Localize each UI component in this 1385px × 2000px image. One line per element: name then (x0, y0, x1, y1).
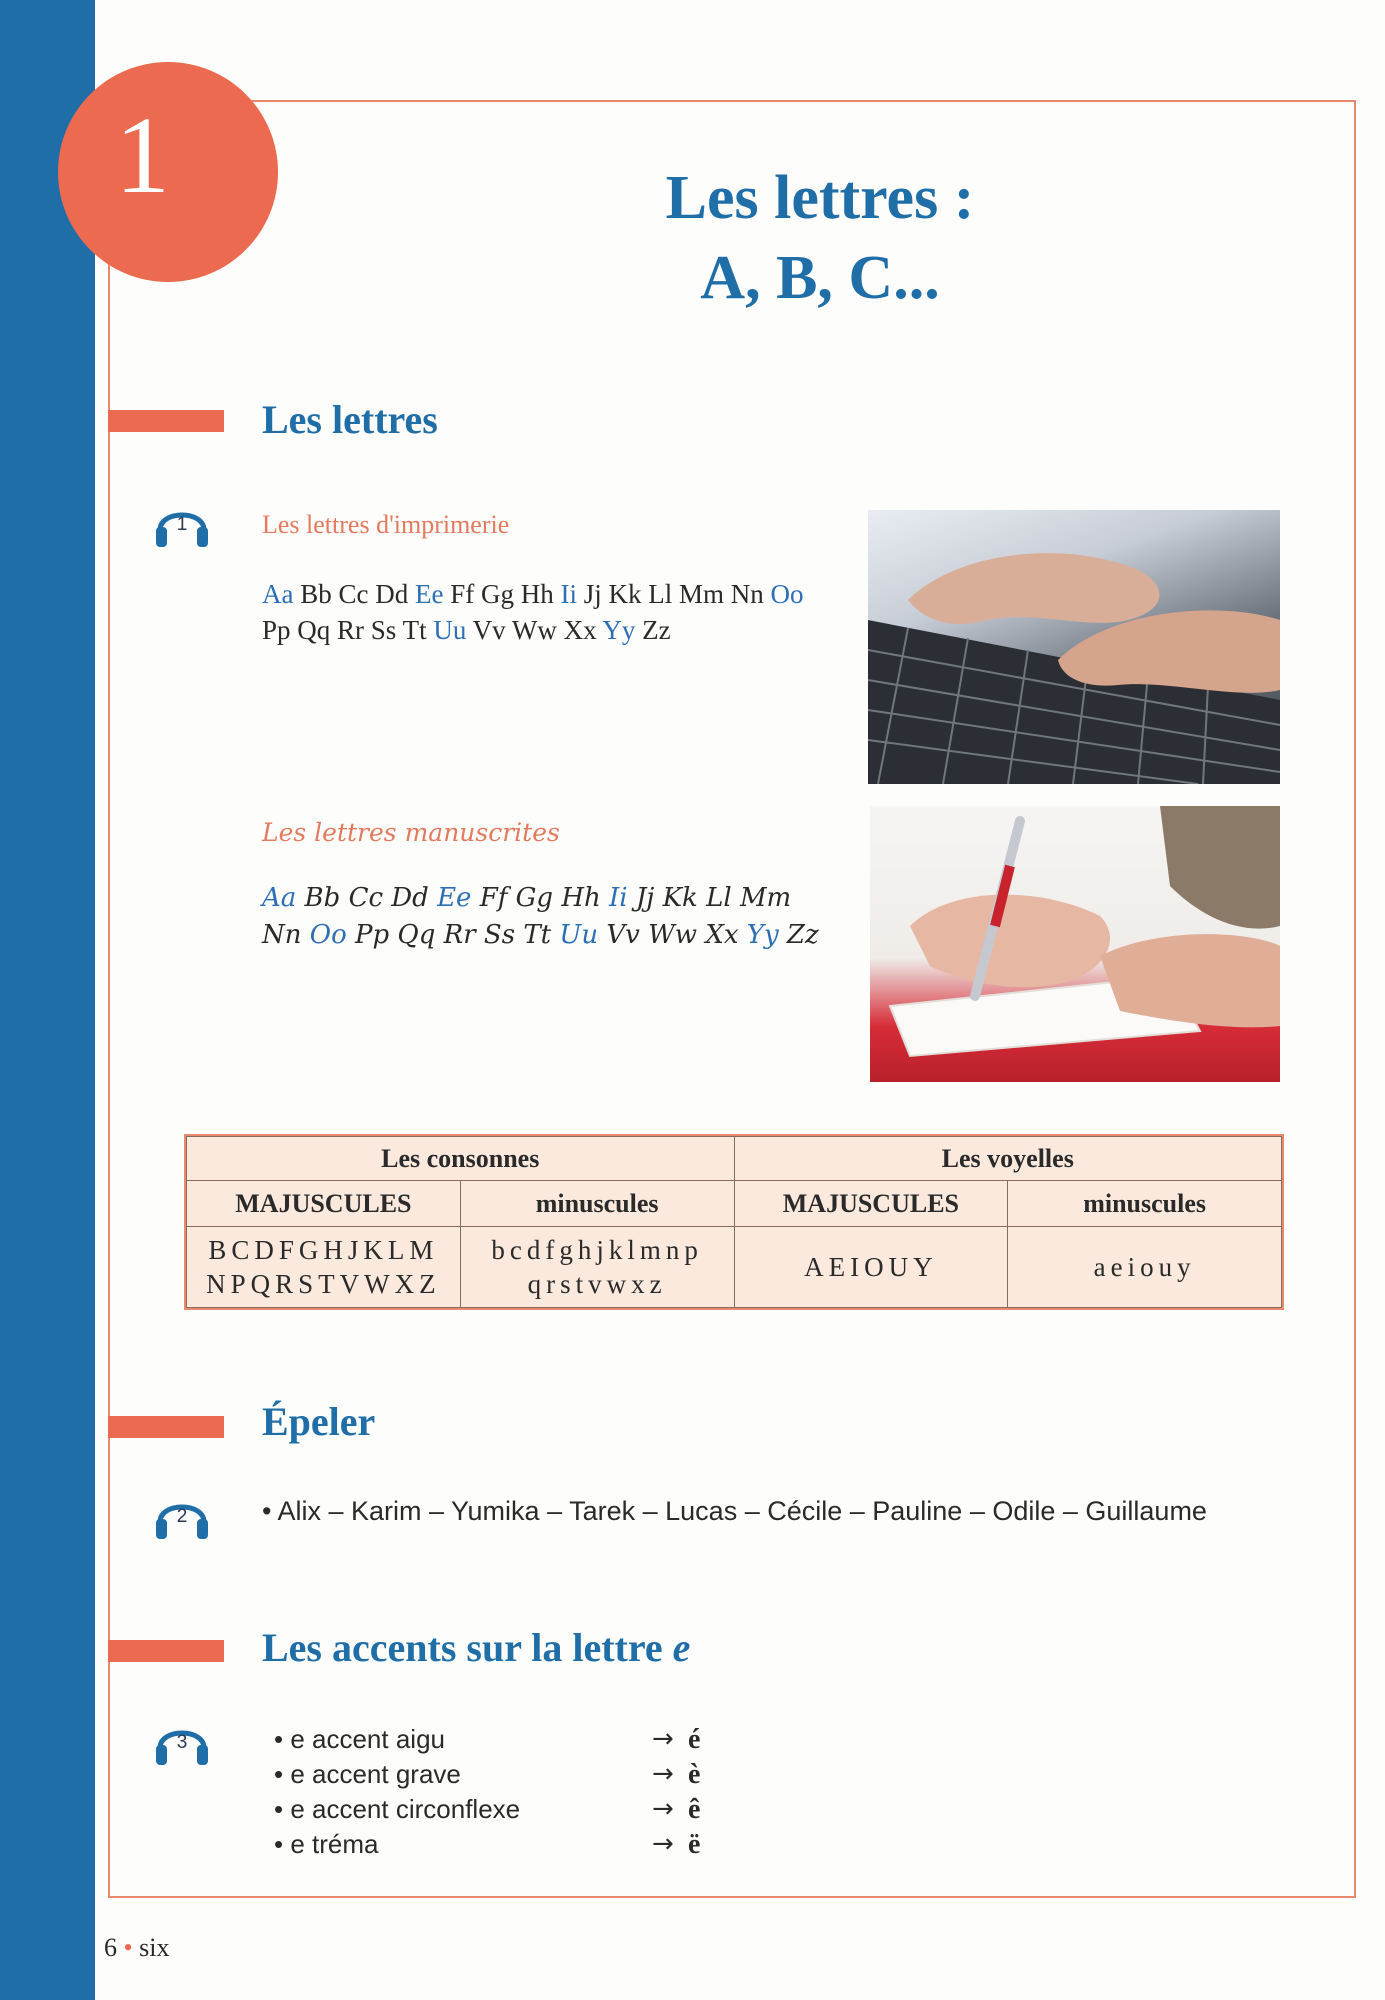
consonant-letter-pair: Hh (520, 579, 554, 609)
printed-alphabet (262, 576, 822, 648)
consonants-lower-line-2: qrstvwxz (527, 1269, 667, 1299)
vowel-letter-pair: Oo (770, 579, 804, 609)
cell-consonants-upper (187, 1227, 461, 1308)
header-consonants-upper: MAJUSCULES (187, 1181, 461, 1227)
vowel-letter-pair: Ee (437, 883, 472, 913)
accent-result: ê (688, 1794, 701, 1825)
consonant-letter-pair: Vv (606, 920, 640, 950)
arrow-right-icon: → (652, 1724, 674, 1754)
cell-vowels-lower: aeiouy (1008, 1227, 1282, 1308)
keyboard-photo-illustration (868, 510, 1280, 784)
section-marker-accents (108, 1640, 224, 1662)
consonant-letter-pair: Gg (481, 579, 514, 609)
handwritten-alphabet-line-1 (262, 880, 822, 917)
chapter-number: 1 (115, 94, 170, 216)
consonant-letter-pair: Gg (515, 883, 554, 913)
handwritten-alphabet-line-2 (262, 917, 822, 954)
page-footer (104, 1933, 169, 1963)
accent-name: • e tréma (274, 1829, 379, 1859)
consonants-upper-line-2: NPQRSTVWXZ (206, 1269, 441, 1299)
vowel-letter-pair: Aa (262, 883, 297, 913)
audio-track-2[interactable] (152, 1486, 212, 1548)
header-vowels-lower: minuscules (1008, 1181, 1282, 1227)
consonant-letter-pair: Ww (511, 615, 557, 645)
arrow-right-icon: → (652, 1759, 674, 1789)
spelling-names-list: • Alix – Karim – Yumika – Tarek – Lucas – Cécile – Pauline – Odile – Guillaume (262, 1496, 1207, 1526)
footer-separator: • (123, 1933, 133, 1962)
consonant-letter-pair: Jj (635, 883, 655, 913)
page-word: six (139, 1933, 170, 1962)
consonant-letter-pair: Zz (642, 615, 671, 645)
consonant-letter-pair: Ff (479, 883, 508, 913)
consonant-letter-pair: Dd (375, 579, 409, 609)
vowel-letter-pair: Oo (309, 920, 347, 950)
header-vowels-upper: MAJUSCULES (734, 1181, 1008, 1227)
audio-track-1[interactable] (152, 494, 212, 556)
vowel-letter-pair: Yy (602, 615, 636, 645)
consonant-letter-pair: Nn (730, 579, 764, 609)
consonant-letter-pair: Qq (297, 615, 331, 645)
handwriting-photo-illustration (870, 806, 1280, 1082)
accent-result: é (688, 1724, 701, 1755)
consonant-letter-pair: Ss (483, 920, 516, 950)
subtitle-printed-letters: Les lettres d'imprimerie (262, 510, 510, 539)
consonant-letter-pair: Rr (337, 615, 365, 645)
header-consonants-lower: minuscules (460, 1181, 734, 1227)
consonant-letter-pair: Tt (402, 615, 427, 645)
consonant-letter-pair: Bb (300, 579, 332, 609)
vowel-letter-pair: Aa (262, 579, 294, 609)
page-title-line-2: A, B, C... (700, 244, 940, 312)
header-consonants: Les consonnes (187, 1137, 735, 1181)
consonant-letter-pair: Pp (355, 920, 390, 950)
printed-alphabet-line-2 (262, 612, 822, 648)
consonant-letter-pair: Mm (679, 579, 725, 609)
vowel-letter-pair: Yy (746, 920, 779, 950)
consonant-letter-pair: Cc (338, 579, 369, 609)
audio-track-number: 3 (176, 1732, 188, 1753)
consonant-letter-pair: Ww (648, 920, 698, 950)
arrow-right-icon: → (652, 1794, 674, 1824)
consonant-letter-pair: Kk (662, 883, 698, 913)
letters-table (184, 1134, 1284, 1310)
consonant-letter-pair: Xx (705, 920, 739, 950)
accent-result: ë (688, 1829, 701, 1860)
accent-row-aigu (274, 1722, 734, 1757)
consonant-letter-pair: Kk (608, 579, 642, 609)
photo-handwriting (870, 806, 1280, 1082)
page-number: 6 (104, 1933, 117, 1962)
consonants-vowels-table (186, 1136, 1282, 1308)
audio-track-3[interactable] (152, 1712, 212, 1774)
consonant-letter-pair: Xx (563, 615, 597, 645)
printed-alphabet-line-1 (262, 576, 822, 612)
vowel-letter-pair: Ii (609, 883, 628, 913)
audio-track-number: 1 (176, 514, 188, 535)
handwritten-alphabet (262, 880, 822, 954)
consonant-letter-pair: Qq (397, 920, 436, 950)
consonant-letter-pair: Hh (561, 883, 601, 913)
consonant-letter-pair: Vv (472, 615, 506, 645)
consonant-letter-pair: Zz (786, 920, 819, 950)
accent-result: è (688, 1759, 701, 1790)
vowel-letter-pair: Uu (433, 615, 467, 645)
consonant-letter-pair: Cc (348, 883, 384, 913)
consonant-letter-pair: Mm (739, 883, 792, 913)
consonant-letter-pair: Jj (583, 579, 602, 609)
consonants-upper-line-1: BCDFGHJKLM (208, 1235, 439, 1265)
subtitle-handwritten-letters: Les lettres manuscrites (262, 818, 560, 847)
accent-list (274, 1722, 734, 1862)
consonant-letter-pair: Bb (304, 883, 341, 913)
cell-vowels-upper: AEIOUY (734, 1227, 1008, 1308)
consonant-letter-pair: Ff (450, 579, 475, 609)
page-title-line-1: Les lettres : (665, 164, 975, 232)
section-marker-lettres (108, 410, 224, 432)
accent-name: • e accent aigu (274, 1724, 445, 1754)
vowel-letter-pair: Ee (415, 579, 444, 609)
photo-typing-keyboard (868, 510, 1280, 784)
section-title-epeler: Épeler (262, 1399, 376, 1444)
consonant-letter-pair: Nn (262, 920, 302, 950)
header-vowels: Les voyelles (734, 1137, 1282, 1181)
section-title-lettres: Les lettres (262, 397, 438, 442)
section-title-accents-letter: e (672, 1625, 691, 1670)
section-title-accents (262, 1624, 690, 1672)
left-blue-margin (0, 0, 95, 2000)
consonant-letter-pair: Rr (443, 920, 476, 950)
accent-name: • e accent grave (274, 1759, 461, 1789)
consonant-letter-pair: Ss (370, 615, 397, 645)
consonant-letter-pair: Ll (648, 579, 673, 609)
consonants-lower-line-1: bcdfghjklmnp (491, 1235, 703, 1265)
accent-name: • e accent circonflexe (274, 1794, 521, 1824)
page-title (560, 158, 1080, 318)
accent-row-grave (274, 1757, 734, 1792)
vowel-letter-pair: Uu (559, 920, 599, 950)
audio-track-number: 2 (176, 1506, 188, 1527)
section-title-accents-text: Les accents sur la lettre (262, 1625, 673, 1670)
accent-row-trema (274, 1827, 734, 1862)
consonant-letter-pair: Ll (706, 883, 732, 913)
consonant-letter-pair: Dd (391, 883, 429, 913)
arrow-right-icon: → (652, 1829, 674, 1859)
consonant-letter-pair: Pp (262, 615, 291, 645)
cell-consonants-lower (460, 1227, 734, 1308)
accent-row-circonflexe (274, 1792, 734, 1827)
section-marker-epeler (108, 1416, 224, 1438)
consonant-letter-pair: Tt (523, 920, 552, 950)
vowel-letter-pair: Ii (560, 579, 577, 609)
